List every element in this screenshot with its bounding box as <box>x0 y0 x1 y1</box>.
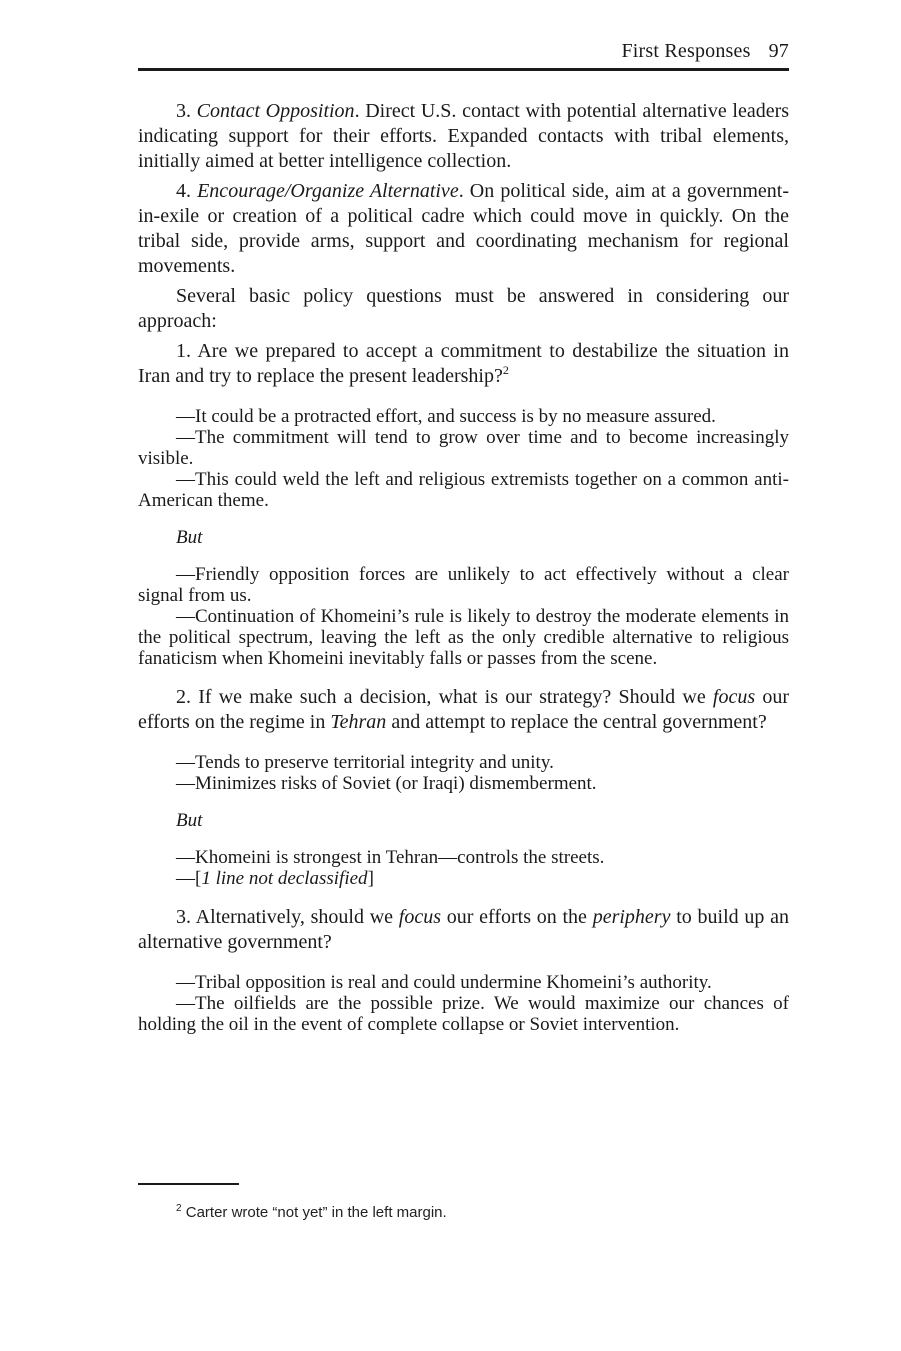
q1-con-item: —The commitment will tend to grow over time and to become increasingly visible. <box>138 427 789 469</box>
running-head-title: First Responses <box>621 40 751 62</box>
q2-con-item: —Khomeini is strongest in Tehran—controls the streets. <box>176 847 605 868</box>
q3-point-item: —Tribal opposition is real and could undermine Khomeini’s authority. <box>176 972 712 993</box>
but-label: But <box>176 810 203 831</box>
paragraph-contact-opposition: 3. Contact Opposition. Direct U.S. contact with potential alternative leaders indicating support for their efforts. Expanded contacts with tribal elements, initially aimed at better intelligence collection. <box>138 100 790 172</box>
paragraph-policy-questions: Several basic policy questions must be answered in considering our approach: <box>138 285 789 332</box>
paragraph-encourage-alternative: 4. Encourage/Organize Alternative. On political side, aim at a government-in-exile or creation of a political cadre which could move in quickly. On the tribal side, provide arms, support and coordinating mechanism for regional movements. <box>138 180 790 277</box>
q1-pro-item: —Continuation of Khomeini’s rule is likely to destroy the moderate elements in the political spectrum, leaving the left as the only credible alternative to religious fanaticism when Khomeini inevitably falls or passes from the scene. <box>138 606 789 669</box>
q1-con-item: —It could be a protracted effort, and success is by no measure assured. <box>176 406 716 427</box>
but-label: But <box>176 527 203 548</box>
footnote-ref: 2 <box>502 363 509 377</box>
question-3: 3. Alternatively, should we focus our efforts on the periphery to build up an alternative government? <box>138 906 789 953</box>
footnote: $^2$ Carter wrote “not yet” in the left margin. <box>176 1203 447 1221</box>
q3-point-item: —The oilfields are the possible prize. We would maximize our chances of holding the oil in the event of complete collapse or Soviet intervention. <box>138 993 789 1035</box>
q2-pro-item: —Minimizes risks of Soviet (or Iraqi) dismemberment. <box>176 773 597 794</box>
running-header <box>138 36 789 71</box>
q2-pro-item: —Tends to preserve territorial integrity and unity. <box>176 752 554 773</box>
page-number: 97 <box>768 40 789 62</box>
footnote-divider <box>138 1183 239 1185</box>
q1-pro-item: —Friendly opposition forces are unlikely to act effectively without a clear signal from us. <box>138 564 789 606</box>
q2-con-item-redacted: —[1 line not declassified] <box>176 868 374 889</box>
page-body <box>138 99 789 1035</box>
q1-con-item: —This could weld the left and religious extremists together on a common anti-American theme. <box>138 469 789 511</box>
question-1: 1. Are we prepared to accept a commitment to destabilize the situation in Iran and try to replace the present leadership?$^2$ <box>138 340 789 387</box>
question-2: 2. If we make such a decision, what is our strategy? Should we focus our efforts on the regime in Tehran and attempt to replace the central government? <box>138 686 789 733</box>
running-head <box>621 40 789 63</box>
